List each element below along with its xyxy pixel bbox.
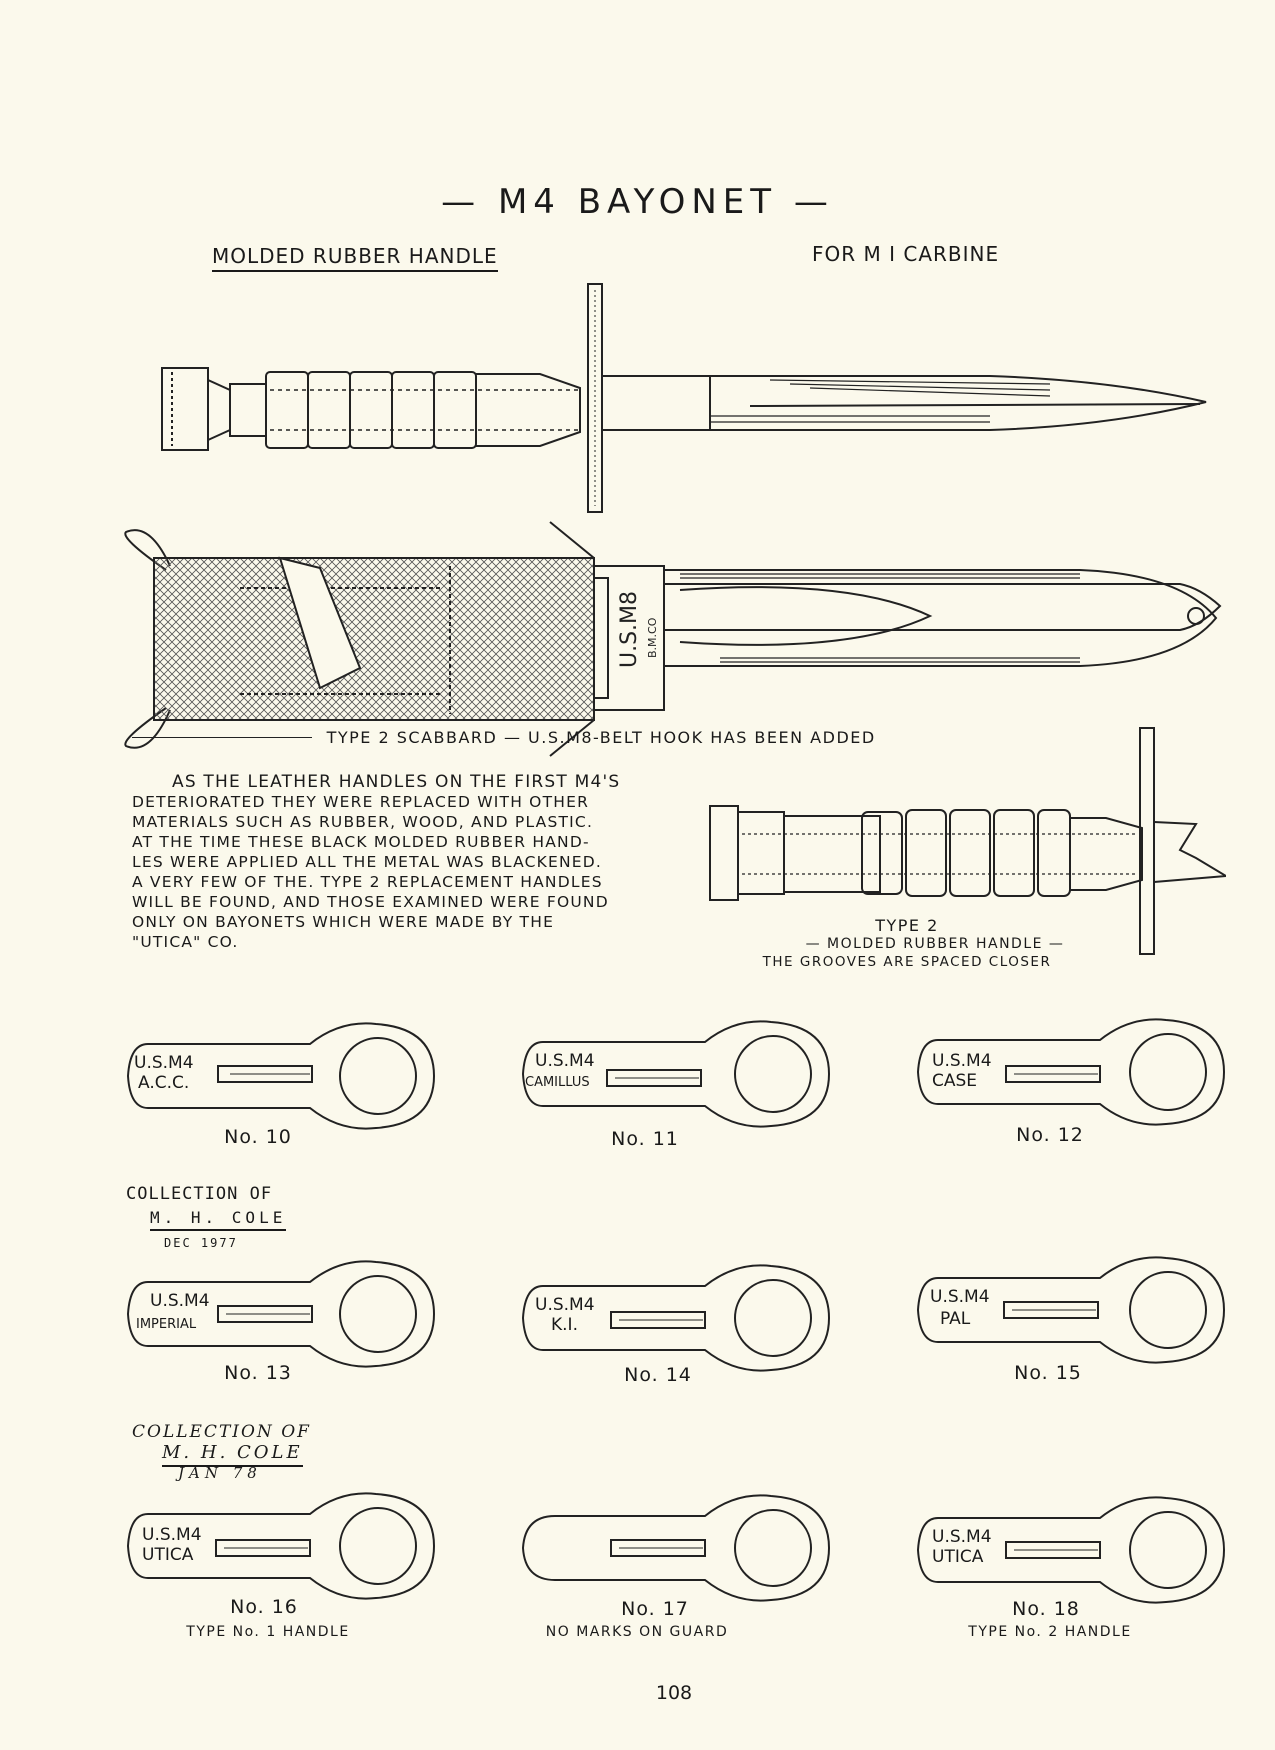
guard-maker: UTICA	[932, 1547, 984, 1567]
guard-maker: UTICA	[142, 1545, 194, 1565]
guard-no14	[515, 1262, 830, 1374]
collection1-line2: M. H. COLE	[150, 1208, 286, 1231]
guard-number: No. 16	[230, 1596, 298, 1618]
guard-maker: PAL	[940, 1309, 971, 1329]
scabbard-marking: U.S.M8	[617, 590, 642, 668]
guard-no18	[910, 1494, 1225, 1606]
guard-no13	[120, 1258, 435, 1370]
guard-maker: K.I.	[551, 1315, 578, 1335]
guard-no11	[515, 1018, 830, 1130]
paragraph-line: A VERY FEW OF THE. TYPE 2 REPLACEMENT HANDLES	[132, 873, 603, 891]
page-number: 108	[655, 1682, 693, 1704]
guard-no15	[910, 1254, 1225, 1366]
guard-marking: U.S.M4	[932, 1527, 992, 1547]
guard-marking: U.S.M4	[134, 1053, 194, 1073]
guard-marking: U.S.M4	[932, 1051, 992, 1071]
guard-note: NO MARKS ON GUARD	[545, 1624, 729, 1640]
paragraph-line: "UTICA" CO.	[132, 933, 239, 951]
guard-no12	[910, 1016, 1225, 1128]
type2-caption-line2: — MOLDED RUBBER HANDLE —	[805, 936, 1065, 952]
collection2-line3: JAN 78	[178, 1464, 262, 1482]
subtitle-left: MOLDED RUBBER HANDLE	[212, 244, 498, 272]
collection1-line3: DEC 1977	[164, 1236, 238, 1250]
type2-caption-line3: THE GROOVES ARE SPACED CLOSER	[762, 954, 1052, 970]
bayonet-drawing	[150, 280, 1220, 520]
scabbard-marking-sub: B.M.CO	[646, 617, 659, 658]
page-title: — M4 BAYONET —	[441, 182, 834, 222]
guard-number: No. 10	[224, 1126, 292, 1148]
collection2-line2: M. H. COLE	[162, 1442, 303, 1467]
guard-maker: CASE	[932, 1071, 978, 1091]
paragraph-line: ONLY ON BAYONETS WHICH WERE MADE BY THE	[132, 913, 555, 931]
subtitle-right: FOR M I CARBINE	[812, 242, 1000, 266]
guard-note: TYPE No. 1 HANDLE	[186, 1624, 350, 1640]
guard-maker: A.C.C.	[138, 1073, 190, 1093]
guard-maker: CAMILLUS	[525, 1075, 590, 1090]
paragraph-line: AT THE TIME THESE BLACK MOLDED RUBBER HAND-	[132, 833, 590, 851]
type2-caption-line1: TYPE 2	[875, 916, 939, 935]
scabbard-drawing	[120, 518, 1230, 758]
collection1-line1: COLLECTION OF	[126, 1184, 273, 1204]
guard-number: No. 13	[224, 1362, 292, 1384]
guard-marking: U.S.M4	[535, 1295, 595, 1315]
guard-no16	[120, 1490, 435, 1602]
guard-number: No. 15	[1014, 1362, 1082, 1384]
guard-marking: U.S.M4	[930, 1287, 990, 1307]
guard-number: No. 12	[1016, 1124, 1084, 1146]
guard-number: No. 14	[624, 1364, 692, 1386]
guard-maker: IMPERIAL	[136, 1317, 197, 1332]
guard-number: No. 17	[621, 1598, 689, 1620]
paragraph-line: LES WERE APPLIED ALL THE METAL WAS BLACKENED.	[132, 853, 603, 871]
paragraph-line: WILL BE FOUND, AND THOSE EXAMINED WERE FOUND	[132, 893, 609, 911]
paragraph-line: AS THE LEATHER HANDLES ON THE FIRST M4'S	[172, 772, 621, 792]
guard-marking: U.S.M4	[142, 1525, 202, 1545]
scabbard-caption-text: TYPE 2 SCABBARD — U.S.M8-BELT HOOK HAS BEEN ADDED	[326, 728, 876, 747]
paragraph-line: DETERIORATED THEY WERE REPLACED WITH OTHER	[132, 793, 590, 811]
guard-number: No. 18	[1012, 1598, 1080, 1620]
guard-marking: U.S.M4	[535, 1051, 595, 1071]
guard-number: No. 11	[611, 1128, 679, 1150]
description-paragraph	[132, 772, 672, 952]
collection2-line1: COLLECTION OF	[132, 1422, 311, 1442]
guard-marking: U.S.M4	[150, 1291, 210, 1311]
paragraph-line: MATERIALS SUCH AS RUBBER, WOOD, AND PLASTIC.	[132, 813, 594, 831]
type2-handle-drawing	[706, 724, 1226, 958]
guard-note: TYPE No. 2 HANDLE	[968, 1624, 1132, 1640]
guard-no17	[515, 1492, 830, 1604]
guard-no10	[120, 1020, 435, 1132]
